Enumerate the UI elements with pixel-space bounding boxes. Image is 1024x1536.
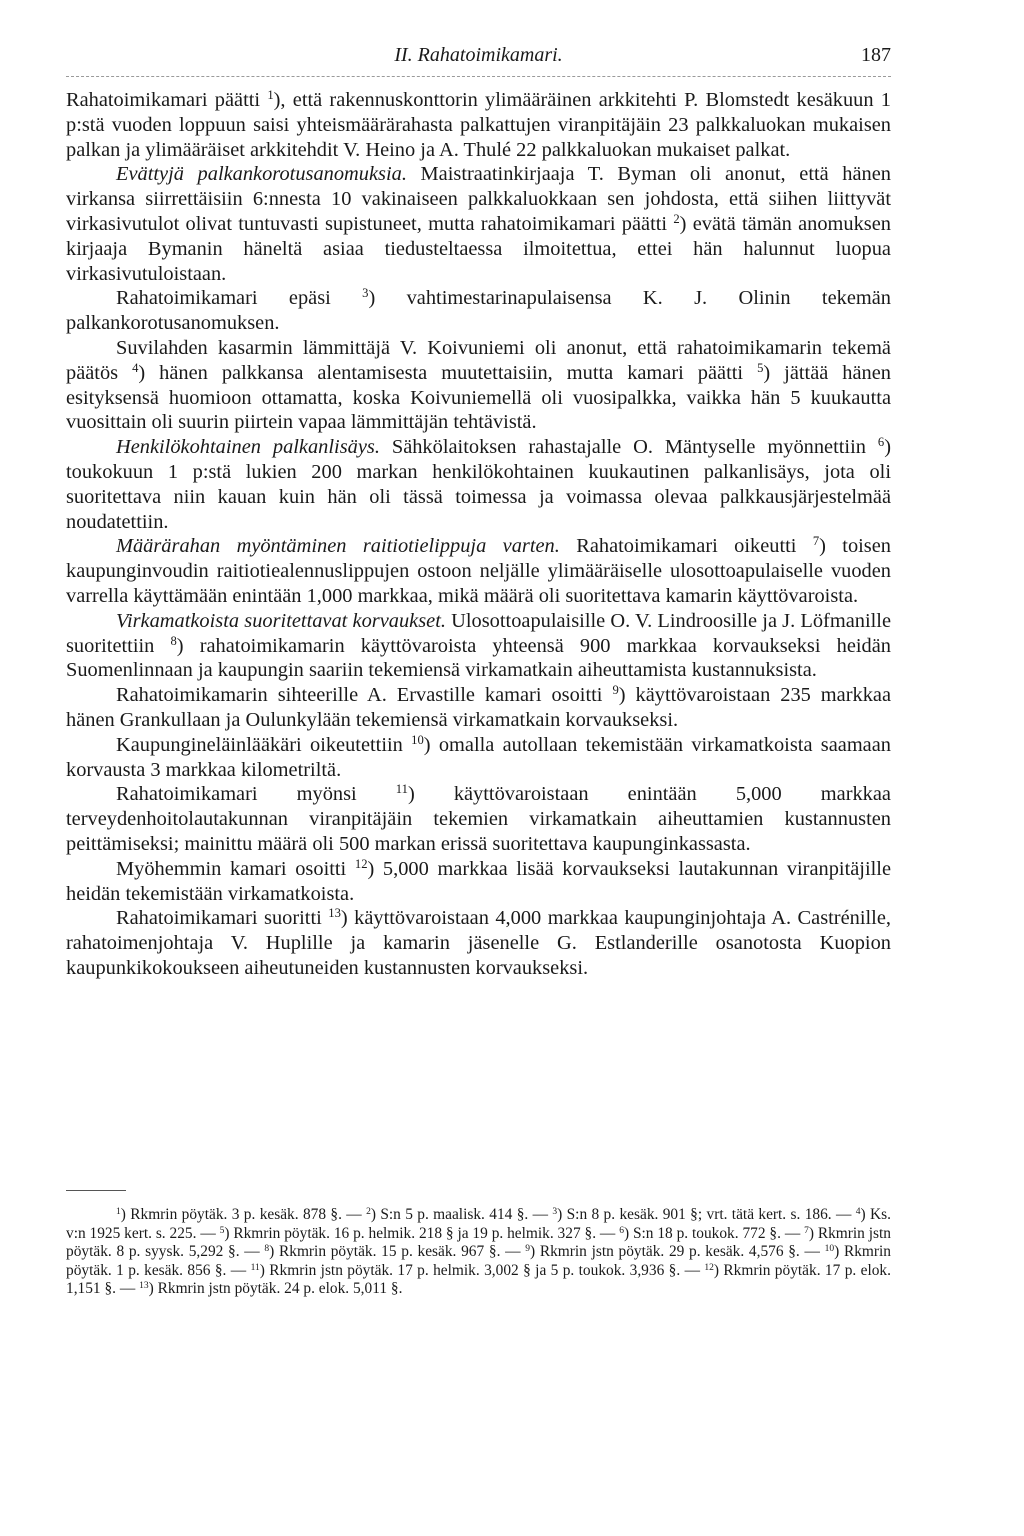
paragraph: [66, 162, 891, 286]
footnote-marker: 10: [411, 732, 424, 747]
text-run: Rahatoimikamari epäsi: [116, 287, 363, 310]
text-run: ) Rkmrin jstn pöytäk. 29 p. kesäk. 4,576 §. —: [530, 1243, 825, 1261]
running-header: [66, 44, 891, 74]
footnote-marker: 9: [525, 1242, 531, 1254]
footnote-marker: 3: [362, 286, 369, 301]
paragraph: [66, 906, 891, 980]
footnote-marker: 1: [116, 1205, 121, 1217]
text-run: Maistraatinkirjaaja T. Byman oli anonut, että hänen virkansa siirrettäisiin 6:nnesta 10 vakinaiseen palkkaluokkaan sen johdosta, että siihen liittyvät virkasivutulot olivat tuntuvasti supistuneet, mutta rahatoimikamari päätti: [66, 163, 891, 235]
footnotes: [66, 1206, 891, 1299]
text-run: ) S:n 8 p. kesäk. 901 §; vrt. tätä kert. s. 186. —: [557, 1206, 856, 1223]
footnote-paragraph: [66, 1206, 891, 1299]
footnote-marker: 8: [170, 633, 177, 648]
footnote-marker: 4: [855, 1205, 861, 1217]
footnote-marker: 10: [824, 1242, 835, 1254]
paragraph: [66, 857, 891, 907]
footnote-marker: 1: [267, 88, 274, 103]
header-rule: [66, 76, 891, 77]
section-heading: Virkamatkoista suoritettavat korvaukset.: [116, 609, 446, 632]
footnote-marker: 11: [250, 1261, 260, 1273]
text-run: ) evätä tämän anomuksen kirjaaja Bymanin häneltä asiaa tiedusteltaessa ilmoitettua, ettei hän halunnut luopua virkasivutuloistaan.: [66, 212, 891, 285]
text-run: ) vahtimestarinapulaisensa K. J. Olinin tekemän palkankorotusanomuksen.: [66, 287, 891, 335]
text-run: ) omalla autollaan tekemistään virkamatkoista saamaan korvausta 3 markkaa kilometriltä.: [66, 733, 891, 781]
footnote-marker: 6: [619, 1224, 624, 1236]
footnote-marker: 12: [354, 856, 368, 871]
text-run: Rahatoimikamari myönsi: [116, 783, 396, 806]
text-run: ) hänen palkkansa alentamisesta muutettaisiin, mutta kamari päätti: [138, 361, 758, 384]
footnote-marker: 6: [877, 435, 885, 450]
text-run: ), että rakennuskonttorin ylimääräinen arkkitehti P. Blomstedt kesäkuun 1 p:stä vuoden loppuun saisi yhteismäärärahasta palkattujen viranpitäjäin 23 palkkaluokan mukaisen palkan ja ylimääräiset arkkitehdit V. Heino ja A. Thulé 22 palkkaluokan mukaiset palkat.: [66, 89, 891, 161]
page-number: 187: [861, 44, 891, 66]
footnote-marker: 5: [219, 1224, 225, 1236]
paragraph: [66, 782, 891, 856]
text-run: ) Rkmrin pöytäk. 3 p. kesäk. 878 §. —: [120, 1206, 367, 1223]
text-run: Rahatoimikamari oikeutti: [559, 535, 813, 558]
text-run: Myöhemmin kamari osoitti: [116, 857, 355, 880]
text-run: ) käyttövaroistaan 235 markkaa hänen Grankullaan ja Oulunkylään tekemiensä virkamatkain korvaukseksi.: [66, 684, 891, 731]
footnote-marker: 4: [132, 360, 139, 375]
text-run: ) Rkmrin jstn pöytäk. 17 p. helmik. 3,002 § ja 5 p. toukok. 3,936 §. —: [259, 1261, 705, 1279]
text-run: ) Rkmrin pöytäk. 1 p. kesäk. 856 §. —: [66, 1243, 891, 1279]
text-run: ) S:n 5 p. maalisk. 414 §. —: [370, 1206, 553, 1223]
text-run: Suvilahden kasarmin lämmittäjä V. Koivuniemi oli anonut, että rahatoimikamarin tekemä päätös: [66, 336, 891, 384]
text-run: ) Rkmrin pöytäk. 15 p. kesäk. 967 §. —: [269, 1243, 526, 1261]
text-run: Sähkölaitoksen rahastajalle O. Mäntyselle myönnettiin: [379, 436, 878, 459]
footnote-rule: [66, 1190, 126, 1191]
section-heading: Määrärahan myöntäminen raitiotielippuja varten.: [116, 535, 560, 558]
main-text: [66, 88, 891, 981]
paragraph: [66, 88, 891, 162]
text-run: ) 5,000 markkaa lisää korvaukseksi lautakunnan viranpitäjille heidän tekemistään virkamatkoista.: [66, 857, 891, 905]
footnote-marker: 12: [704, 1261, 714, 1273]
text-run: ) käyttövaroistaan 4,000 markkaa kaupunginjohtaja A. Castrénille, rahatoimenjohtaja V. Huplille ja kamarin jäsenelle G. Estlanderille osanotosta Kuopion kaupunkikokoukseen aiheutuneiden kustannusten korvaukseksi.: [66, 907, 891, 979]
text-run: ) jättää hänen esityksensä huomioon ottamatta, koska Koivuniemellä oli vuosipalkka, vaikka hän 5 kuukautta vuosittain oli suurin piirtein vapaa lämmittäjän tehtävistä.: [66, 361, 891, 434]
text-run: ) S:n 18 p. toukok. 772 §. —: [623, 1224, 805, 1242]
footnote-marker: 3: [552, 1205, 558, 1217]
text-run: ) rahatoimikamarin käyttövaroista yhteensä 900 markkaa korvaukseksi heidän Suomenlinnaan ja kaupungin saariin tekemiensä virkamatkain aiheuttamista kustannuksista.: [66, 634, 892, 682]
footnote-marker: 2: [673, 212, 680, 227]
text-run: Rahatoimikamari suoritti: [116, 907, 329, 930]
text-run: ) Ks. v:n 1925 kert. s. 225. —: [66, 1206, 891, 1242]
section-heading: Evättyjä palkankorotusanomuksia.: [116, 163, 407, 186]
paragraph: [66, 435, 891, 534]
footnote-marker: 13: [139, 1280, 149, 1292]
footnote-marker: 7: [804, 1224, 809, 1236]
text-run: Ulosottoapulaisille O. V. Lindroosille ja J. Löfmanille suoritettiin: [66, 609, 891, 657]
section-heading: Henkilökohtainen palkanlisäys.: [116, 436, 380, 459]
footnote-marker: 13: [328, 906, 341, 921]
paragraph: [66, 286, 891, 336]
footnote-marker: 5: [757, 360, 764, 375]
text-run: Rahatoimikamarin sihteerille A. Ervastille kamari osoitti: [116, 684, 613, 707]
footnote-marker: 8: [264, 1242, 270, 1254]
footnote-marker: 7: [812, 534, 820, 549]
text-run: ) toisen kaupunginvoudin raitiotiealennuslippujen ostoon neljälle ylimääräiselle ulosottoapulaiselle vuoden varrella käyttämään enintään 1,000 markkaa, mikä määrä oli suoritettava kamarin käyttövaroista.: [66, 535, 891, 607]
footnote-marker: 11: [395, 782, 408, 797]
paragraph: [66, 336, 891, 435]
running-title: II. Rahatoimikamari.: [394, 44, 563, 66]
footnote-marker: 2: [366, 1205, 371, 1217]
paragraph: [66, 534, 891, 608]
text-run: ) Rkmrin pöytäk. 17 p. elok. 1,151 §. —: [66, 1261, 891, 1298]
text-run: ) toukokuun 1 p:stä lukien 200 markan henkilökohtainen kuukautinen palkanlisäys, jota oli suoritettava niin kauan kuin hän oli tässä toimessa ja voimassa olevaa palkkausjärjestelmää noudatettiin.: [66, 436, 891, 533]
text-run: ) Rkmrin jstn pöytäk. 24 p. elok. 5,011 §.: [148, 1280, 403, 1298]
text-run: Kaupungineläinlääkäri oikeutettiin: [116, 733, 412, 756]
text-run: Rahatoimikamari päätti: [66, 89, 268, 111]
text-run: ) käyttövaroistaan enintään 5,000 markkaa terveydenhoitolautakunnan viranpitäjäin tekemien virkamatkain aiheuttamien kustannusten peittämiseksi; mainittu määrä oli 500 markan erissä suoritettava kaupunginkassasta.: [66, 783, 891, 855]
paragraph: [66, 733, 891, 783]
paragraph: [66, 609, 891, 683]
paragraph: [66, 683, 891, 733]
footnote-marker: 9: [612, 683, 619, 698]
text-run: ) Rkmrin jstn pöytäk. 8 p. syysk. 5,292 §. —: [66, 1224, 891, 1261]
text-run: ) Rkmrin pöytäk. 16 p. helmik. 218 § ja 19 p. helmik. 327 §. —: [224, 1224, 620, 1242]
